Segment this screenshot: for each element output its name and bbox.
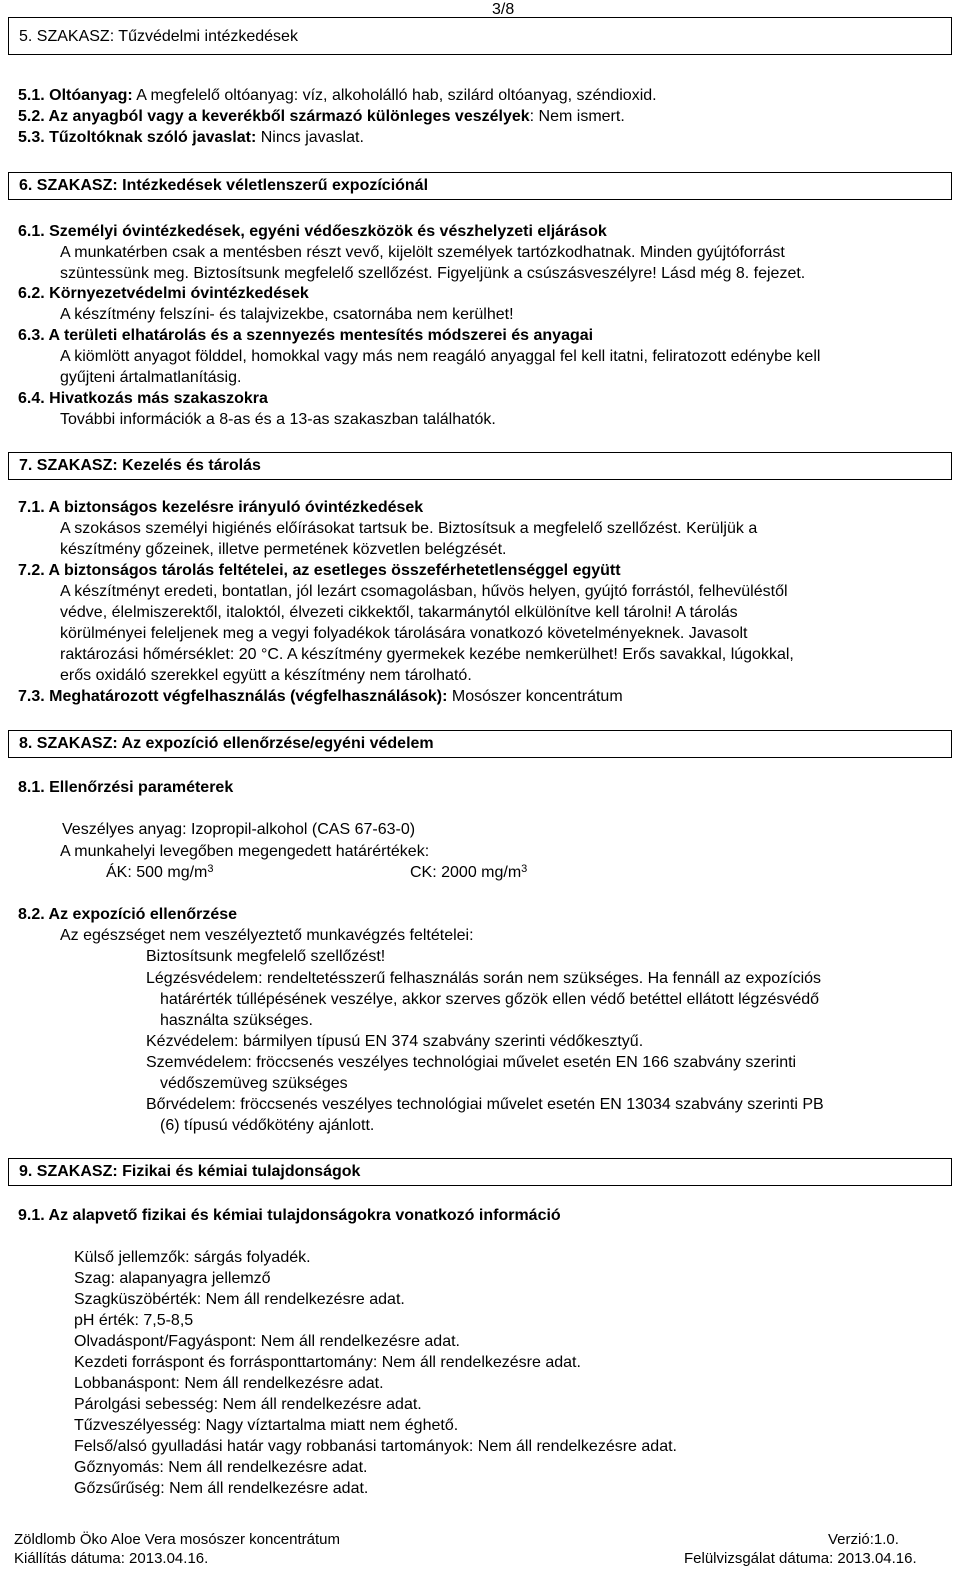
s8-1-ck-value	[410, 863, 527, 883]
s7-2-para-line2: védve, élelmiszerektől, italoktól, élvezeti cikkektől, takarmánytól elkülönítve kell tárolni! A tárolás	[60, 604, 738, 621]
s6-1-para-line2: szüntessünk meg. Biztosítsunk megfelelő szellőzést. Figyeljünk a csúszásveszélyre! Lásd még 8. fejezet.	[60, 265, 806, 282]
s5-line-3	[18, 128, 364, 148]
s8-2-ventilation: Biztosítsunk megfelelő szellőzést!	[146, 948, 386, 965]
s8-2-respiratory-line3: használta szükséges.	[160, 1012, 313, 1029]
footer-product-name: Zöldlomb Öko Aloe Vera mosószer koncentrátum	[14, 1531, 340, 1548]
s8-2-respiratory-line1: Légzésvédelem: rendeltetésszerű felhasználás során nem szükséges. Ha fennáll az expozíciós	[146, 970, 822, 987]
s8-1-heading: 8.1. Ellenőrzési paraméterek	[18, 779, 234, 796]
s7-2-para-line4: raktározási hőmérséklet: 20 °C. A készítmény gyermekek kezébe nemkerülhet! Erős savakkal, lúgokkal,	[60, 646, 794, 663]
property-item: Szag: alapanyagra jellemző	[74, 1270, 271, 1287]
s9-1-heading: 9.1. Az alapvető fizikai és kémiai tulajdonságokra vonatkozó információ	[18, 1207, 561, 1224]
s7-3-text: Mosószer koncentrátum	[447, 688, 623, 705]
s6-3-heading: 6.3. A területi elhatárolás és a szennyezés mentesítés módszerei és anyagai	[18, 327, 594, 344]
section-6-heading: 6. SZAKASZ: Intézkedések véletlenszerű expozíciónál	[19, 177, 429, 194]
property-item: Gőzsűrűség: Nem áll rendelkezésre adat.	[74, 1480, 369, 1497]
s5-line-1	[18, 86, 657, 106]
page-number: 3/8	[492, 1, 515, 18]
property-item: Külső jellemzők: sárgás folyadék.	[74, 1249, 311, 1266]
s6-1-heading: 6.1. Személyi óvintézkedések, egyéni védőeszközök és vészhelyzeti eljárások	[18, 223, 607, 240]
s8-2-heading: 8.2. Az expozíció ellenőrzése	[18, 906, 238, 923]
s5-line-2	[18, 107, 625, 127]
s8-2-eye-line1: Szemvédelem: fröccsenés veszélyes technológiai művelet esetén EN 166 szabvány szerinti	[146, 1054, 797, 1071]
s8-2-intro: Az egészséget nem veszélyeztető munkavégzés feltételei:	[60, 927, 474, 944]
property-item: Gőznyomás: Nem áll rendelkezésre adat.	[74, 1459, 368, 1476]
s6-1-para-line1: A munkatérben csak a mentésben részt vevő, kijelölt személyek tartózkodhatnak. Minden gyújtóforrást	[60, 244, 785, 261]
property-item: Kezdeti forráspont és forrásponttartomány: Nem áll rendelkezésre adat.	[74, 1354, 581, 1371]
ck-text: CK: 2000 mg/m	[410, 864, 522, 881]
s7-3-line	[18, 687, 623, 707]
ak-exponent: 3	[207, 863, 214, 875]
s8-1-ak-value	[106, 863, 214, 883]
s8-2-skin-line1: Bőrvédelem: fröccsenés veszélyes technológiai művelet esetén EN 13034 szabvány szerinti PB	[146, 1096, 824, 1113]
property-item: Szagküszöbérték: Nem áll rendelkezésre adat.	[74, 1291, 405, 1308]
section-9-heading-box	[8, 1158, 952, 1186]
s7-2-para-line3: körülményei feleljenek meg a vegyi folyadékok tárolására vonatkozó követelményeknek. Javasolt	[60, 625, 748, 642]
s6-4-para: További információk a 8-as és a 13-as szakaszban találhatók.	[60, 411, 496, 428]
property-item: Tűzveszélyesség: Nagy víztartalma miatt nem éghető.	[74, 1417, 459, 1434]
s5-2-label: 5.2. Az anyagból vagy a keverékből származó különleges veszélyek	[18, 108, 530, 125]
s5-1-label: 5.1. Oltóanyag:	[18, 87, 133, 104]
s5-3-text: Nincs javaslat.	[256, 129, 364, 146]
property-item: Olvadáspont/Fagyáspont: Nem áll rendelkezésre adat.	[74, 1333, 460, 1350]
section-8-heading-box	[8, 730, 952, 758]
s8-2-skin-line2: (6) típusú védőkötény ajánlott.	[160, 1117, 375, 1134]
s9-properties-list	[74, 1248, 677, 1500]
s7-2-para-line1: A készítményt eredeti, bontatlan, jól lezárt csomagolásban, hűvös helyen, gyújtó forrástól, felhevüléstől	[60, 583, 788, 600]
s7-3-label: 7.3. Meghatározott végfelhasználás (végfelhasználások):	[18, 688, 448, 705]
section-7-heading: 7. SZAKASZ: Kezelés és tárolás	[19, 457, 261, 474]
section-5-heading-box	[8, 17, 952, 55]
section-7-heading-box	[8, 452, 952, 480]
section-9-heading: 9. SZAKASZ: Fizikai és kémiai tulajdonságok	[19, 1163, 361, 1180]
s6-4-heading: 6.4. Hivatkozás más szakaszokra	[18, 390, 268, 407]
section-8-heading: 8. SZAKASZ: Az expozíció ellenőrzése/egyéni védelem	[19, 735, 434, 752]
s6-3-para-line1: A kiömlött anyagot földdel, homokkal vagy más nem reagáló anyaggal fel kell itatni, feliratozott edénybe kell	[60, 348, 821, 365]
s8-2-respiratory-line2: határérték túllépésének veszélye, akkor szerves gőzök ellen védő betéttel ellátott légzésvédő	[160, 991, 820, 1008]
s7-1-para-line2: készítmény gőzeinek, illetve permetének közvetlen belégzését.	[60, 541, 507, 558]
s5-3-label: 5.3. Tűzoltóknak szóló javaslat:	[18, 129, 257, 146]
s7-1-para-line1: A szokásos személyi higiénés előírásokat tartsuk be. Biztosítsuk a megfelelő szellőzést. Kerüljük a	[60, 520, 758, 537]
s6-2-para: A készítmény felszíni- és talajvizekbe, csatornába nem kerülhet!	[60, 306, 514, 323]
s5-2-text: : Nem ismert.	[529, 108, 625, 125]
section-5-heading: 5. SZAKASZ: Tűzvédelmi intézkedések	[19, 28, 298, 45]
section-6-heading-box	[8, 172, 952, 200]
footer-version: Verzió:1.0.	[828, 1531, 899, 1548]
s7-1-heading: 7.1. A biztonságos kezelésre irányuló óvintézkedések	[18, 499, 424, 516]
property-item: Lobbanáspont: Nem áll rendelkezésre adat.	[74, 1375, 384, 1392]
property-item: pH érték: 7,5-8,5	[74, 1312, 194, 1329]
ck-exponent: 3	[521, 863, 528, 875]
s6-2-heading: 6.2. Környezetvédelmi óvintézkedések	[18, 285, 309, 302]
s8-1-substance: Veszélyes anyag: Izopropil-alkohol (CAS 67-63-0)	[62, 821, 416, 838]
s8-2-hand: Kézvédelem: bármilyen típusú EN 374 szabvány szerinti védőkesztyű.	[146, 1033, 644, 1050]
footer-issue-date: Kiállítás dátuma: 2013.04.16.	[14, 1550, 209, 1567]
s8-2-eye-line2: védőszemüveg szükséges	[160, 1075, 348, 1092]
s7-2-para-line5: erős oxidáló szerekkel együtt a készítmény nem tárolható.	[60, 667, 472, 684]
ak-text: ÁK: 500 mg/m	[106, 864, 208, 881]
s5-1-text: A megfelelő oltóanyag: víz, alkoholálló hab, szilárd oltóanyag, széndioxid.	[132, 87, 657, 104]
s6-3-para-line2: gyűjteni ártalmatlanításig.	[60, 369, 242, 386]
property-item: Párolgási sebesség: Nem áll rendelkezésre adat.	[74, 1396, 422, 1413]
s8-1-limits-label: A munkahelyi levegőben megengedett határértékek:	[60, 843, 430, 860]
footer-review-date: Felülvizsgálat dátuma: 2013.04.16.	[684, 1550, 917, 1567]
property-item: Felső/alsó gyulladási határ vagy robbanási tartományok: Nem áll rendelkezésre adat.	[74, 1438, 677, 1455]
s7-2-heading: 7.2. A biztonságos tárolás feltételei, az esetleges összeférhetetlenséggel együtt	[18, 562, 621, 579]
